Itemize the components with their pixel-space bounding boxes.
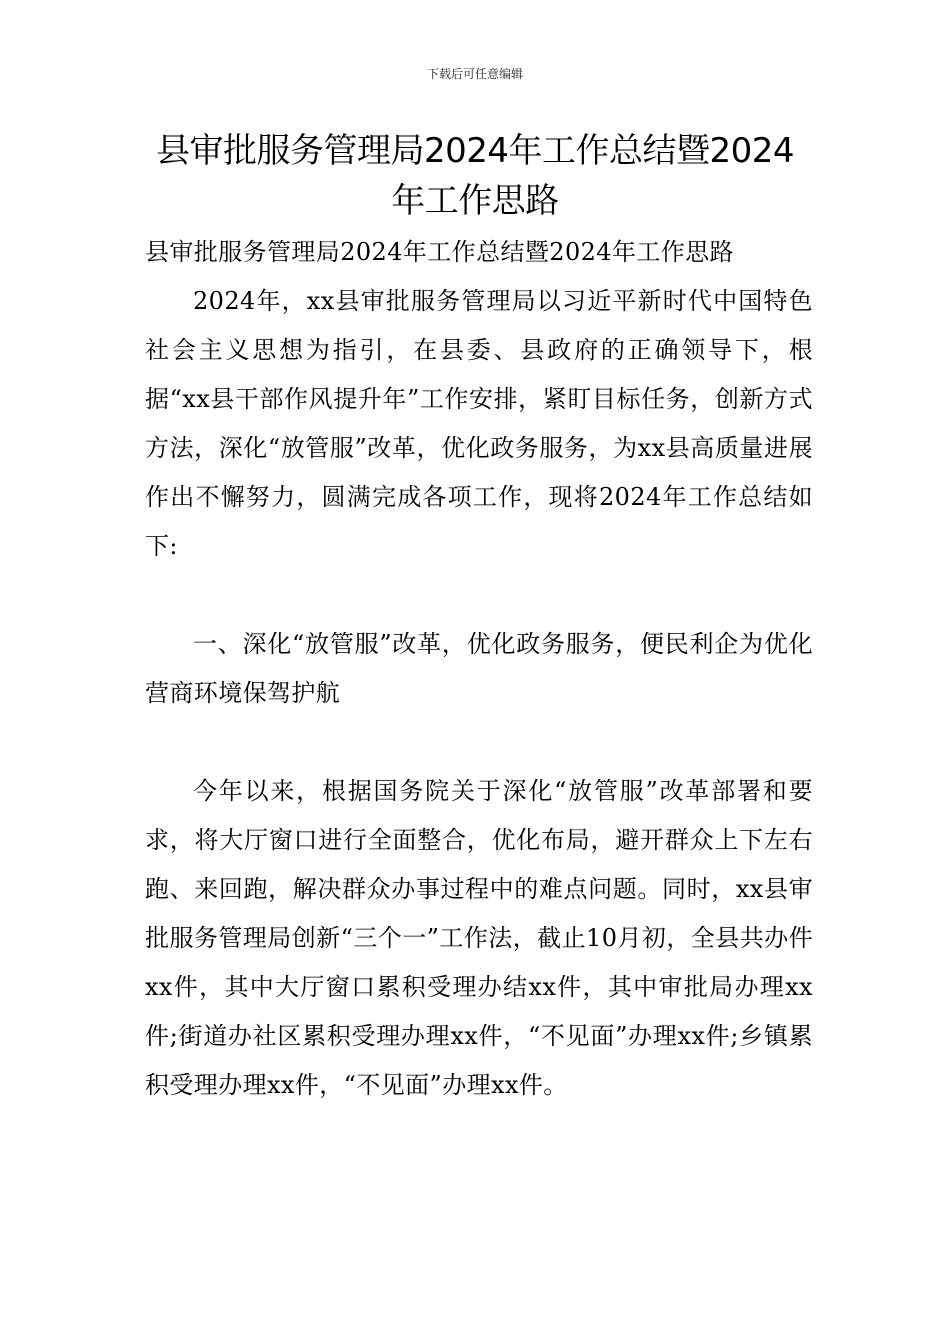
document-subtitle: 县审批服务管理局2024年工作总结暨2024年工作思路 <box>145 238 734 266</box>
paragraph-spacer <box>145 571 813 620</box>
body-paragraph: 今年以来，根据国务院关于深化“放管服”改革部署和要求，将大厅窗口进行全面整合，优化布局，避开群众上下左右跑、来回跑，解决群众办事过程中的难点问题。同时，xx县审批服务管理局创新“三个一”工作法，截止10月初，全县共办件xx件，其中大厅窗口累积受理办结xx件，其中审批局办理xx件;街道办社区累积受理办理xx件，“不见面”办理xx件;乡镇累积受理办理xx件，“不见面”办理xx件。 <box>145 777 813 1099</box>
document-body <box>145 228 813 1110</box>
intro-paragraph: 2024年，xx县审批服务管理局以习近平新时代中国特色社会主义思想为指引，在县委、县政府的正确领导下，根据“xx县干部作风提升年”工作安排，紧盯目标任务，创新方式方法，深化“放管服”改革，优化政务服务，为xx县高质量进展作出不懈努力，圆满完成各项工作，现将2024年工作总结如下: <box>145 287 813 560</box>
header-note: 下载后可任意编辑 <box>426 67 523 81</box>
section-heading: 一、深化“放管服”改革，优化政务服务，便民利企为优化营商环境保驾护航 <box>145 630 813 707</box>
document-title: 县审批服务管理局2024年工作总结暨2024年工作思路 <box>155 131 795 221</box>
paragraph-spacer <box>145 718 813 767</box>
